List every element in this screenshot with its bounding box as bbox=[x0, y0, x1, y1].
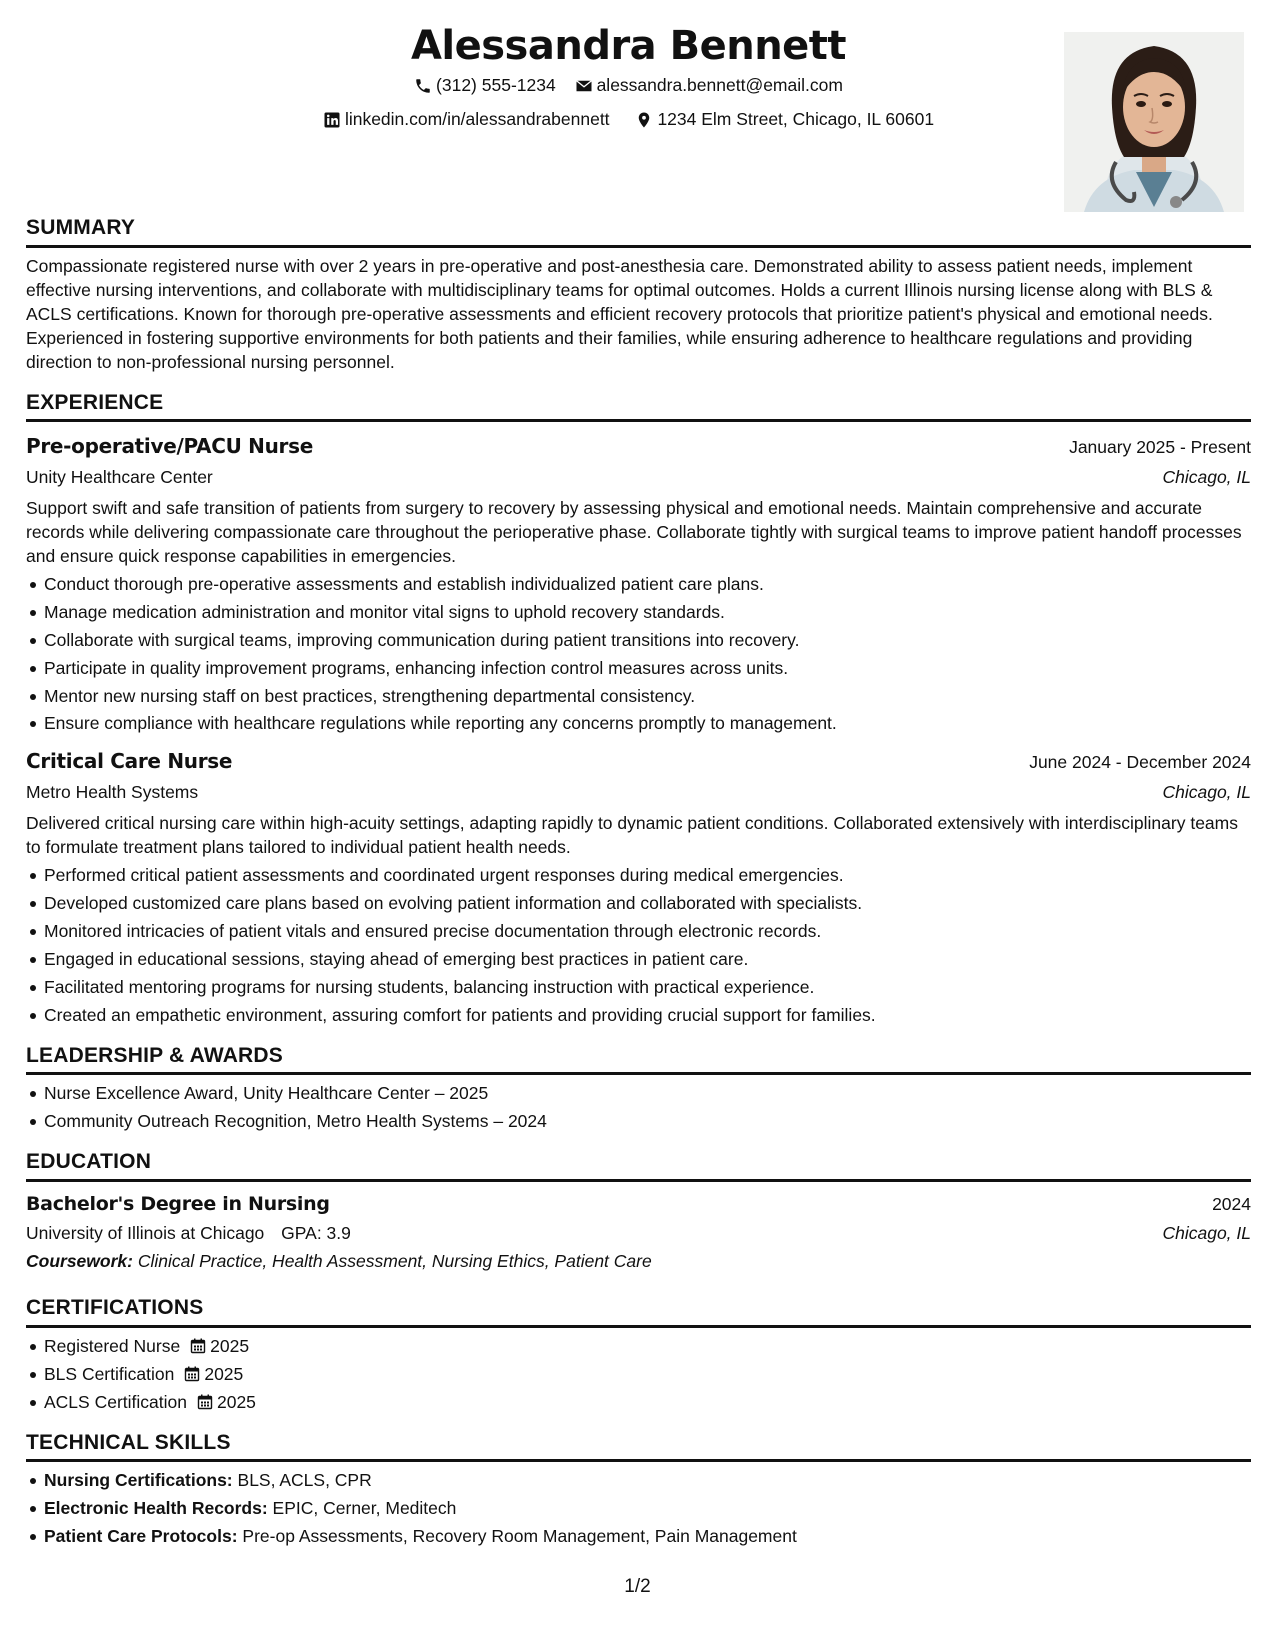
education-year: 2024 bbox=[1212, 1194, 1251, 1215]
list-item: Mentor new nursing staff on best practices, strengthening departmental consistency. bbox=[26, 685, 1251, 709]
gpa-text: GPA: 3.9 bbox=[281, 1223, 351, 1244]
cert-name: BLS Certification bbox=[44, 1363, 175, 1384]
job-title: Pre-operative/PACU Nurse bbox=[26, 434, 313, 459]
school-name: University of Illinois at Chicago bbox=[26, 1223, 265, 1244]
job-location: Chicago, IL bbox=[1162, 781, 1251, 802]
job-location: Chicago, IL bbox=[1162, 466, 1251, 487]
degree-title: Bachelor's Degree in Nursing bbox=[26, 1193, 330, 1216]
list-item: Ensure compliance with healthcare regulations while reporting any concerns promptly to management. bbox=[26, 712, 1251, 736]
awards-section bbox=[26, 1075, 1251, 1134]
education-school-line bbox=[26, 1222, 351, 1246]
list-item: Monitored intricacies of patient vitals and ensured precise documentation through electronic records. bbox=[26, 920, 1251, 944]
portrait-illustration bbox=[1064, 32, 1244, 212]
coursework-line bbox=[26, 1250, 1251, 1274]
linkedin-icon bbox=[323, 111, 341, 129]
list-item: Manage medication administration and monitor vital signs to uphold recovery standards. bbox=[26, 601, 1251, 625]
list-item: Developed customized care plans based on evolving patient information and collaborated with specialists. bbox=[26, 892, 1251, 916]
skill-value: EPIC, Cerner, Meditech bbox=[272, 1498, 457, 1519]
page-number: 1/2 bbox=[624, 1576, 651, 1597]
list-item bbox=[26, 1469, 1251, 1493]
skill-label: Patient Care Protocols: bbox=[44, 1526, 238, 1547]
linkedin-item[interactable] bbox=[323, 108, 610, 132]
address-text: 1234 Elm Street, Chicago, IL 60601 bbox=[657, 108, 935, 129]
job-bullets bbox=[26, 864, 1251, 1028]
calendar-icon bbox=[197, 1394, 213, 1410]
skills-heading: TECHNICAL SKILLS bbox=[26, 1429, 1251, 1463]
phone-item bbox=[414, 74, 556, 98]
summary-text: Compassionate registered nurse with over 2 years in pre-operative and post-anesthesia care. Demonstrated ability to assess patient needs, implement effective nursing interventions, and collaborate with multidisciplinary teams for optimal outcomes. Holds a current Illinois nursing license along with BLS & ACLS certifications. Known for thorough pre-operative assessments and efficient recovery protocols that prioritize patient's physical and emotional needs. Experienced in fostering supportive environments for both patients and their families, while ensuring adherence to healthcare regulations and providing direction to non-professional nursing personnel. bbox=[26, 255, 1213, 372]
skills-section bbox=[26, 1462, 1251, 1549]
job-company: Unity Healthcare Center bbox=[26, 466, 213, 487]
linkedin-link[interactable]: linkedin.com/in/alessandrabennett bbox=[344, 108, 610, 129]
list-item: Collaborate with surgical teams, improving communication during patient transitions into recovery. bbox=[26, 629, 1251, 653]
profile-photo bbox=[1064, 32, 1244, 212]
education-heading: EDUCATION bbox=[26, 1148, 1251, 1182]
envelope-icon bbox=[575, 77, 593, 95]
job-description: Support swift and safe transition of patients from surgery to recovery by assessing physical and emotional needs. Maintain comprehensive and accurate records while delivering compassionate care throughout the perioperative phase. Collaborate tightly with surgical teams to improve patient handoff processes and ensure quick response capabilities in emergencies. bbox=[26, 497, 1242, 566]
cert-year: 2025 bbox=[204, 1363, 244, 1384]
cert-name: Registered Nurse bbox=[44, 1335, 181, 1356]
list-item: Performed critical patient assessments and coordinated urgent responses during medical emergencies. bbox=[26, 864, 1251, 888]
email-item[interactable] bbox=[575, 74, 843, 98]
resume-page bbox=[26, 22, 1251, 1549]
education-location: Chicago, IL bbox=[1162, 1223, 1251, 1244]
summary-heading: SUMMARY bbox=[26, 214, 1251, 248]
phone-icon bbox=[414, 77, 432, 95]
address-item bbox=[635, 108, 934, 132]
job-title: Critical Care Nurse bbox=[26, 749, 233, 774]
job-company: Metro Health Systems bbox=[26, 781, 199, 802]
list-item: Facilitated mentoring programs for nursing students, balancing instruction with practical experience. bbox=[26, 976, 1251, 1000]
certifications-list bbox=[26, 1335, 1251, 1415]
job-description: Delivered critical nursing care within high-acuity settings, adapting rapidly to dynamic patient conditions. Collaborated extensively with interdisciplinary teams to formulate treatment plans tailored to individual patient health needs. bbox=[26, 812, 1238, 857]
education-section bbox=[26, 1182, 1251, 1274]
coursework-label: Coursework: bbox=[26, 1251, 133, 1272]
awards-heading: LEADERSHIP & AWARDS bbox=[26, 1042, 1251, 1076]
list-item bbox=[26, 1335, 1251, 1359]
email-link[interactable]: alessandra.bennett@email.com bbox=[596, 75, 843, 95]
job-entry bbox=[26, 433, 1251, 736]
list-item bbox=[26, 1391, 1251, 1415]
calendar-icon bbox=[184, 1366, 200, 1382]
contact-row-1 bbox=[26, 74, 1231, 102]
skill-label: Nursing Certifications: bbox=[44, 1470, 233, 1491]
job-dates: January 2025 - Present bbox=[1069, 437, 1251, 458]
job-dates: June 2024 - December 2024 bbox=[1029, 752, 1251, 773]
awards-list bbox=[26, 1082, 1251, 1134]
cert-year: 2025 bbox=[216, 1391, 256, 1412]
list-item bbox=[26, 1497, 1251, 1521]
job-entry bbox=[26, 748, 1251, 1027]
job-bullets bbox=[26, 573, 1251, 737]
map-pin-icon bbox=[635, 111, 653, 129]
list-item: Community Outreach Recognition, Metro Health Systems – 2024 bbox=[26, 1110, 1251, 1134]
list-item: Participate in quality improvement programs, enhancing infection control measures across units. bbox=[26, 657, 1251, 681]
list-item: Engaged in educational sessions, staying ahead of emerging best practices in patient care. bbox=[26, 948, 1251, 972]
skill-label: Electronic Health Records: bbox=[44, 1498, 268, 1519]
certifications-section bbox=[26, 1328, 1251, 1415]
list-item: Nurse Excellence Award, Unity Healthcare Center – 2025 bbox=[26, 1082, 1251, 1106]
skill-value: Pre-op Assessments, Recovery Room Management, Pain Management bbox=[242, 1526, 797, 1547]
summary-section bbox=[26, 248, 1251, 375]
skills-list bbox=[26, 1469, 1251, 1549]
coursework-text: Clinical Practice, Health Assessment, Nursing Ethics, Patient Care bbox=[137, 1251, 652, 1272]
resume-header bbox=[26, 22, 1251, 214]
list-item bbox=[26, 1363, 1251, 1387]
skill-value: BLS, ACLS, CPR bbox=[237, 1470, 372, 1491]
contact-row-2 bbox=[26, 108, 1231, 136]
cert-year: 2025 bbox=[210, 1335, 250, 1356]
candidate-name: Alessandra Bennett bbox=[410, 23, 847, 69]
experience-heading: EXPERIENCE bbox=[26, 389, 1251, 423]
calendar-icon bbox=[190, 1338, 206, 1354]
list-item bbox=[26, 1525, 1251, 1549]
cert-name: ACLS Certification bbox=[44, 1391, 187, 1412]
phone-text: (312) 555-1234 bbox=[436, 75, 556, 95]
list-item: Conduct thorough pre-operative assessments and establish individualized patient care plans. bbox=[26, 573, 1251, 597]
experience-section bbox=[26, 422, 1251, 1027]
certifications-heading: CERTIFICATIONS bbox=[26, 1294, 1251, 1328]
list-item: Created an empathetic environment, assuring comfort for patients and providing crucial support for families. bbox=[26, 1004, 1251, 1028]
